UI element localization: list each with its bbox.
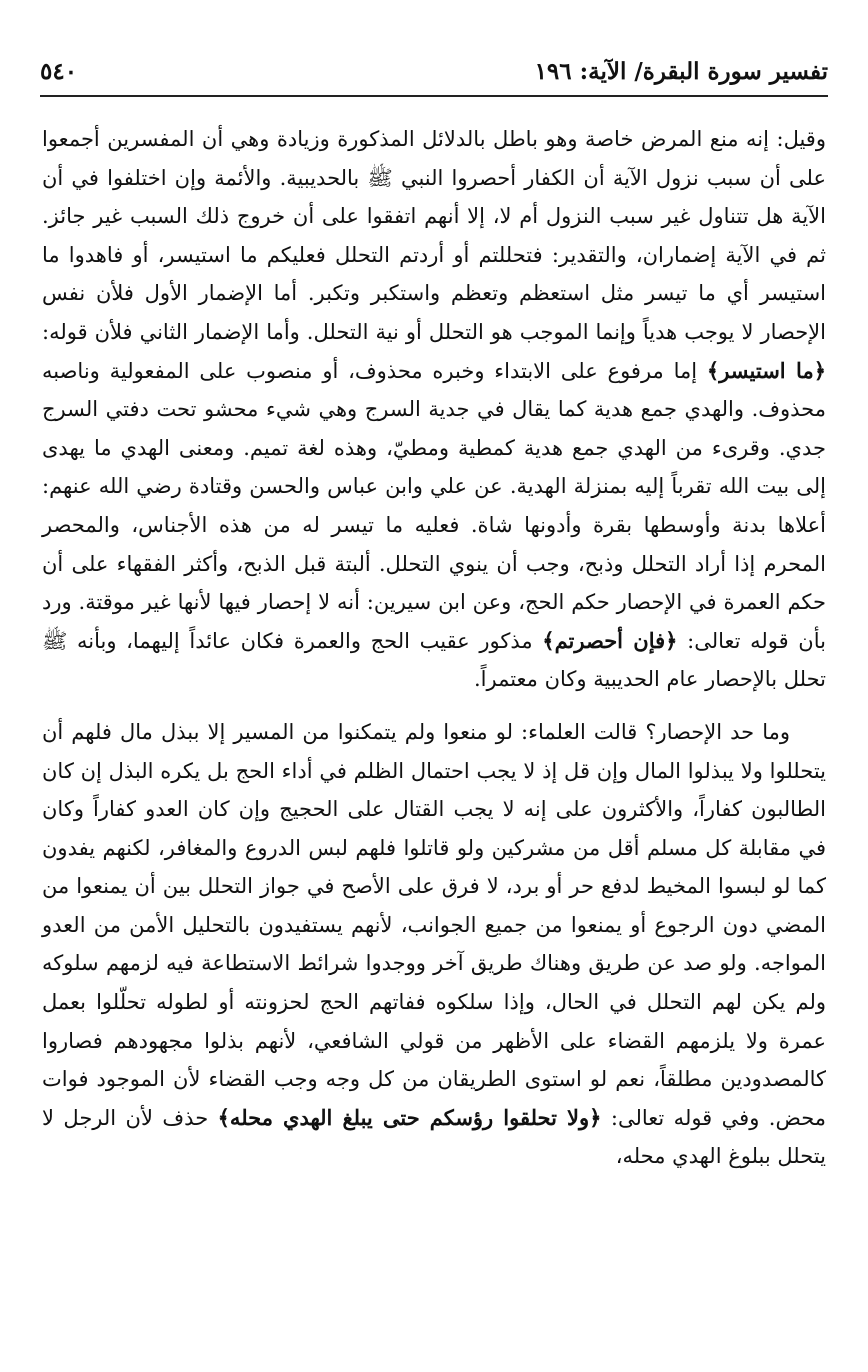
body-text: [42, 120, 826, 1176]
paragraph-text: وما حد الإحصار؟ قالت العلماء: لو منعوا ولم يتمكنوا من المسير إلا ببذل مال فلهم أن يتحللوا ولا يبذلوا المال وإن قل إذ لا يجب احتمال الظلم في أداء الحج بل يكره البذل إن كان الطالبون كفاراً، والأكثرون على إنه لا يجب القتال على الحجيج وإن كان العدو كفاراً وكان في مقابلة كل مسلم أقل من مشركين ولو قاتلوا فلهم لبس الدروع والمغافر، لكنهم يفدون كما لو لبسوا المخيط لدفع حر أو برد، لا فرق على الأصح في جواز التحلل بين أن يمنعوا من المضي دون الرجوع أو يمنعوا من جميع الجوانب، لأنهم يستفيدون بالتحليل الأمن من العدو المواجه. ولو صد عن طريق وهناك طريق آخر ووجدوا شرائط الاستطاعة فيه لزمهم سلوكه ولم يكن لهم التحلل في الحال، وإذا سلكوه ففاتهم الحج لحزونته أو لطوله تحلّلوا بعمل عمرة ولا يلزمهم القضاء على الأظهر من قولي الشافعي، لأنهم بذلوا مجهودهم فصاروا كالمصدودين مطلقاً، نعم لو استوى الطريقان من كل وجه وجب القضاء لأن الموجود فوات محض. وفي قوله تعالى:: [42, 719, 826, 1130]
running-title: تفسير سورة البقرة/ الآية: ١٩٦: [534, 58, 828, 85]
header-rule: [40, 95, 828, 97]
paragraph-text: مذكور عقيب الحج والعمرة فكان عائداً إليهما، وبأنه ﷺ تحلل بالإحصار عام الحديبية وكان معتمراً.: [42, 628, 826, 692]
quran-quote: ﴿فإن أحصرتم﴾: [542, 627, 678, 653]
page-number: ٥٤٠: [40, 58, 78, 85]
page-header: [40, 52, 828, 92]
paragraph: [42, 713, 826, 1176]
quran-quote: ﴿ما استيسر﴾: [706, 357, 826, 383]
paragraph-text: إما مرفوع على الابتداء وخبره محذوف، أو منصوب على المفعولية وناصبه محذوف. والهدي جمع هدية كما يقال في جدية السرج وهي شيء محشو تحت دفتي السرج جدي. وقرىء من الهدي جمع هدية كمطية ومطيّ، وهذه لغة تميم. ومعنى الهدي ما يهدى إلى بيت الله تقرباً إليه بمنزلة الهدية. عن علي وابن عباس والحسن وقتادة رضي الله عنهم: أعلاها بدنة وأوسطها بقرة وأدونها شاة. فعليه ما تيسر له من هذه الأجناس، والمحصر المحرم إذا أراد التحلل وذبح، وجب أن ينوي التحلل. ألبتة قبل الذبح، وأكثر الفقهاء على أن حكم العمرة في الإحصار حكم الحج، وعن ابن سيرين: أنه لا إحصار فيها لأنها غير موقتة. ورد بأن قوله تعالى:: [42, 358, 826, 653]
paragraph-text: وقيل: إنه منع المرض خاصة وهو باطل بالدلائل المذكورة وزيادة وهي أن المفسرين أجمعوا على أن سبب نزول الآية أن الكفار أحصروا النبي ﷺ بالحديبية. والأئمة وإن اختلفوا في أن الآية هل تتناول غير سبب النزول أم لا، إلا أنهم اتفقوا على أن خروج ذلك السبب غير جائز. ثم في الآية إضماران، والتقدير: فتحللتم أو أردتم التحلل فعليكم ما استيسر، أو فاهدوا ما استيسر أي ما تيسر مثل استعظم وتعظم واستكبر وتكبر. أما الإضمار الأول فلأن نفس الإحصار لا يوجب هدياً وإنما الموجب هو التحلل أو نية التحلل. وأما الإضمار الثاني فلأن قوله:: [42, 127, 826, 344]
paragraph: [42, 120, 826, 699]
paragraph-text: حذف لأن الرجل لا يتحلل ببلوغ الهدي محله،: [42, 1105, 826, 1169]
quran-quote: ﴿ولا تحلقوا رؤسكم حتى يبلغ الهدي محله﴾: [217, 1104, 602, 1130]
